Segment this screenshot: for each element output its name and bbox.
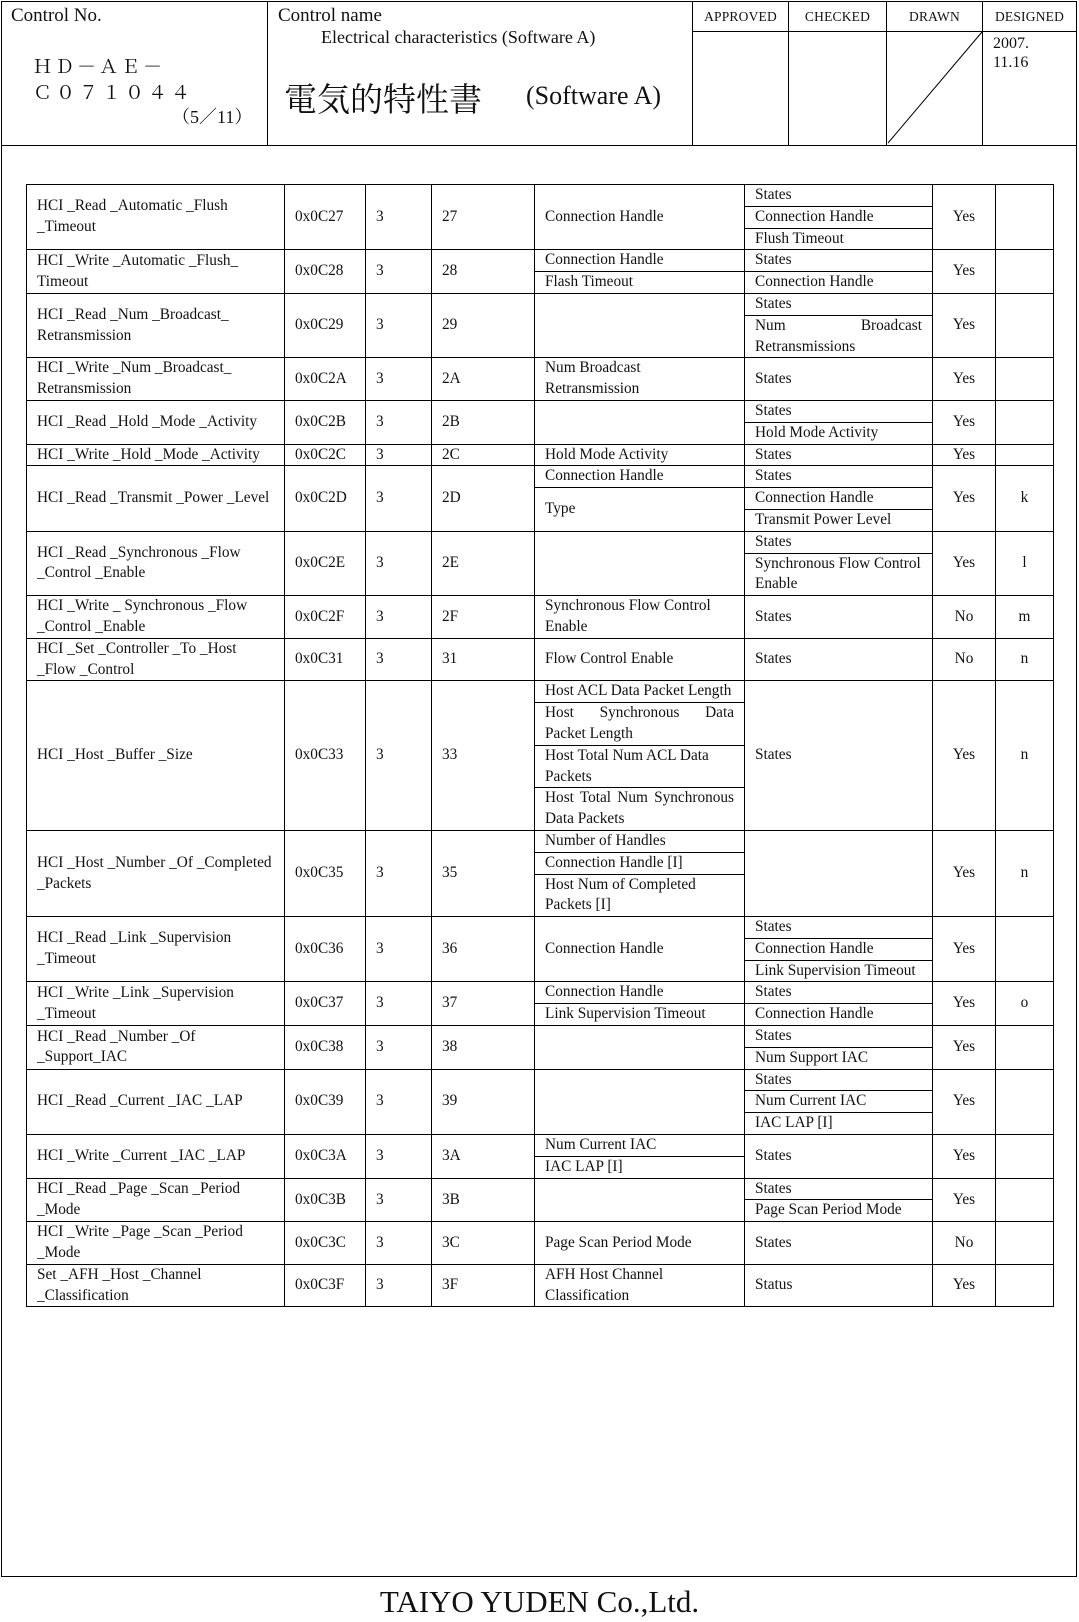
- ogf-cell: 3: [366, 1026, 432, 1070]
- parameter-cell: Connection Handle: [535, 250, 745, 272]
- command-name-cell: HCI _Read _Current _IAC _LAP: [27, 1069, 285, 1134]
- return-cell: States: [745, 596, 933, 639]
- ocf-hex-cell: 3F: [432, 1264, 535, 1307]
- designed-date-line1: 2007.: [993, 35, 1029, 52]
- table-row: [27, 1069, 1054, 1091]
- table-row: [27, 358, 1054, 401]
- control-number-label: Control No.: [11, 5, 102, 26]
- return-cell: States: [745, 917, 933, 939]
- command-name-cell: HCI _Host _Number _Of _Completed _Packets: [27, 830, 285, 916]
- table-row: [27, 1178, 1054, 1200]
- return-cell: States: [745, 531, 933, 553]
- command-name-cell: HCI _Read _Transmit _Power _Level: [27, 466, 285, 531]
- table-row: [27, 681, 1054, 703]
- parameter-cell: Host ACL Data Packet Length: [535, 681, 745, 703]
- opcode-cell: 0x0C2E: [285, 531, 366, 595]
- ogf-cell: 3: [366, 444, 432, 466]
- control-name-japanese: 電気的特性書: [284, 80, 482, 119]
- note-cell: [996, 444, 1054, 466]
- parameter-cell: AFH Host Channel Classification: [535, 1264, 745, 1307]
- note-cell: m: [996, 596, 1054, 639]
- note-cell: k: [996, 466, 1054, 531]
- return-cell: Connection Handle: [745, 1004, 933, 1026]
- note-cell: [996, 1026, 1054, 1070]
- note-cell: [996, 185, 1054, 250]
- return-cell: States: [745, 185, 933, 207]
- support-cell: Yes: [933, 466, 996, 531]
- command-name-cell: HCI _Write _Hold _Mode _Activity: [27, 444, 285, 466]
- return-cell: IAC LAP [I]: [745, 1113, 933, 1135]
- return-cell: States: [745, 638, 933, 681]
- support-cell: No: [933, 638, 996, 681]
- support-cell: Yes: [933, 1264, 996, 1307]
- note-cell: [996, 293, 1054, 357]
- table-row: [27, 982, 1054, 1004]
- parameter-cell: Connection Handle: [535, 982, 745, 1004]
- opcode-cell: 0x0C28: [285, 250, 366, 294]
- support-cell: Yes: [933, 830, 996, 916]
- ogf-cell: 3: [366, 638, 432, 681]
- ocf-hex-cell: 3B: [432, 1178, 535, 1222]
- return-cell: Page Scan Period Mode: [745, 1200, 933, 1222]
- return-cell: Connection Handle: [745, 488, 933, 510]
- table-row: [27, 1026, 1054, 1048]
- ogf-cell: 3: [366, 358, 432, 401]
- opcode-cell: 0x0C2A: [285, 358, 366, 401]
- return-cell: Connection Handle: [745, 206, 933, 228]
- ocf-hex-cell: 3A: [432, 1135, 535, 1179]
- ogf-cell: 3: [366, 250, 432, 294]
- ocf-hex-cell: 38: [432, 1026, 535, 1070]
- ocf-hex-cell: 37: [432, 982, 535, 1026]
- command-name-cell: HCI _Write _Current _IAC _LAP: [27, 1135, 285, 1179]
- support-cell: Yes: [933, 1069, 996, 1134]
- drawn-cell: [887, 2, 983, 145]
- ogf-cell: 3: [366, 1135, 432, 1179]
- return-cell: Connection Handle: [745, 938, 933, 960]
- return-cell: Connection Handle: [745, 272, 933, 294]
- return-cell: States: [745, 1026, 933, 1048]
- command-name-cell: Set _AFH _Host _Channel _Classification: [27, 1264, 285, 1307]
- opcode-cell: 0x0C2C: [285, 444, 366, 466]
- opcode-cell: 0x0C38: [285, 1026, 366, 1070]
- parameter-cell: Connection Handle: [535, 466, 745, 488]
- parameter-cell: Page Scan Period Mode: [535, 1222, 745, 1265]
- ocf-hex-cell: 2B: [432, 400, 535, 444]
- table-body: [27, 185, 1054, 1307]
- opcode-cell: 0x0C39: [285, 1069, 366, 1134]
- return-cell: Num Broadcast Retransmissions: [745, 315, 933, 358]
- return-cell: States: [745, 466, 933, 488]
- designed-date: [993, 34, 1029, 72]
- note-cell: n: [996, 681, 1054, 831]
- command-name-cell: HCI _Read _Hold _Mode _Activity: [27, 400, 285, 444]
- opcode-cell: 0x0C2B: [285, 400, 366, 444]
- table-row: [27, 293, 1054, 315]
- support-cell: Yes: [933, 1178, 996, 1222]
- command-name-cell: HCI _Host _Buffer _Size: [27, 681, 285, 831]
- ogf-cell: 3: [366, 531, 432, 595]
- control-number-line2: Ｃ０７１０４４: [33, 83, 195, 104]
- table-row: [27, 1222, 1054, 1265]
- support-cell: Yes: [933, 250, 996, 294]
- parameter-cell: Connection Handle: [535, 917, 745, 982]
- command-name-cell: HCI _Write _Link _Supervision _Timeout: [27, 982, 285, 1026]
- parameter-cell: Flash Timeout: [535, 272, 745, 294]
- note-cell: [996, 917, 1054, 982]
- note-cell: [996, 1069, 1054, 1134]
- return-cell: Synchronous Flow Control Enable: [745, 553, 933, 596]
- table-row: [27, 400, 1054, 422]
- return-cell: Hold Mode Activity: [745, 422, 933, 444]
- opcode-cell: 0x0C27: [285, 185, 366, 250]
- ocf-hex-cell: 28: [432, 250, 535, 294]
- command-name-cell: HCI _Read _Number _Of _Support_IAC: [27, 1026, 285, 1070]
- table-row: [27, 185, 1054, 207]
- parameter-cell: Synchronous Flow Control Enable: [535, 596, 745, 639]
- return-cell: States: [745, 444, 933, 466]
- table-row: [27, 444, 1054, 466]
- opcode-cell: 0x0C33: [285, 681, 366, 831]
- ocf-hex-cell: 2A: [432, 358, 535, 401]
- note-cell: o: [996, 982, 1054, 1026]
- drawn-slash-mark: [887, 31, 983, 144]
- command-name-cell: HCI _Write _Automatic _Flush_ Timeout: [27, 250, 285, 294]
- opcode-cell: 0x0C36: [285, 917, 366, 982]
- ocf-hex-cell: 36: [432, 917, 535, 982]
- designed-label: DESIGNED: [983, 2, 1076, 32]
- checked-cell: [789, 2, 887, 145]
- parameter-cell-empty: [535, 531, 745, 595]
- return-cell: Status: [745, 1264, 933, 1307]
- ocf-hex-cell: 2F: [432, 596, 535, 639]
- parameter-cell: Num Current IAC: [535, 1135, 745, 1157]
- hci-command-table: [26, 184, 1054, 1307]
- return-cell-empty: [745, 830, 933, 916]
- opcode-cell: 0x0C3B: [285, 1178, 366, 1222]
- ogf-cell: 3: [366, 466, 432, 531]
- support-cell: Yes: [933, 185, 996, 250]
- control-name-cell: [268, 2, 693, 145]
- command-name-cell: HCI _Read _Link _Supervision _Timeout: [27, 917, 285, 982]
- table-row: [27, 1264, 1054, 1307]
- support-cell: No: [933, 596, 996, 639]
- parameter-cell: Host Num of Completed Packets [I]: [535, 874, 745, 917]
- support-cell: Yes: [933, 358, 996, 401]
- support-cell: Yes: [933, 1026, 996, 1070]
- parameter-cell: Host Total Num Synchronous Data Packets: [535, 788, 745, 831]
- control-number-line1: ＨＤ－ＡＥ－: [33, 57, 166, 78]
- ocf-hex-cell: 2E: [432, 531, 535, 595]
- ocf-hex-cell: 2C: [432, 444, 535, 466]
- note-cell: [996, 400, 1054, 444]
- table-row: [27, 1135, 1054, 1157]
- support-cell: Yes: [933, 400, 996, 444]
- return-cell: States: [745, 1222, 933, 1265]
- ocf-hex-cell: 2D: [432, 466, 535, 531]
- opcode-cell: 0x0C2D: [285, 466, 366, 531]
- control-name-label: Control name: [278, 5, 382, 26]
- command-name-cell: HCI _Read _Automatic _Flush _Timeout: [27, 185, 285, 250]
- ocf-hex-cell: 29: [432, 293, 535, 357]
- table-row: [27, 830, 1054, 852]
- checked-label: CHECKED: [789, 2, 886, 32]
- return-cell: Num Current IAC: [745, 1091, 933, 1113]
- parameter-cell-empty: [535, 1178, 745, 1222]
- ocf-hex-cell: 31: [432, 638, 535, 681]
- opcode-cell: 0x0C29: [285, 293, 366, 357]
- opcode-cell: 0x0C3F: [285, 1264, 366, 1307]
- return-cell: States: [745, 1135, 933, 1179]
- ogf-cell: 3: [366, 596, 432, 639]
- note-cell: [996, 1222, 1054, 1265]
- return-cell: States: [745, 358, 933, 401]
- drawn-label: DRAWN: [887, 2, 982, 32]
- parameter-cell-empty: [535, 400, 745, 444]
- support-cell: Yes: [933, 1135, 996, 1179]
- ogf-cell: 3: [366, 1069, 432, 1134]
- support-cell: Yes: [933, 293, 996, 357]
- opcode-cell: 0x0C2F: [285, 596, 366, 639]
- ocf-hex-cell: 3C: [432, 1222, 535, 1265]
- return-cell: States: [745, 1069, 933, 1091]
- return-cell: Flush Timeout: [745, 228, 933, 250]
- return-cell: States: [745, 982, 933, 1004]
- designed-date-line2: 11.16: [993, 54, 1029, 71]
- table-row: [27, 250, 1054, 272]
- support-cell: Yes: [933, 681, 996, 831]
- table-row: [27, 531, 1054, 553]
- ocf-hex-cell: 39: [432, 1069, 535, 1134]
- parameter-cell: Link Supervision Timeout: [535, 1004, 745, 1026]
- control-number-cell: [2, 2, 268, 145]
- parameter-cell: Flow Control Enable: [535, 638, 745, 681]
- parameter-cell: Host Synchronous Data Packet Length: [535, 703, 745, 746]
- ogf-cell: 3: [366, 1178, 432, 1222]
- note-cell: [996, 1264, 1054, 1307]
- control-name-suffix: (Software A): [526, 81, 662, 110]
- opcode-cell: 0x0C37: [285, 982, 366, 1026]
- page-number: （5／11）: [172, 107, 253, 127]
- return-cell: Num Support IAC: [745, 1047, 933, 1069]
- command-name-cell: HCI _Read _Page _Scan _Period _Mode: [27, 1178, 285, 1222]
- command-name-cell: HCI _Write _Num _Broadcast_ Retransmission: [27, 358, 285, 401]
- return-cell: States: [745, 250, 933, 272]
- ocf-hex-cell: 27: [432, 185, 535, 250]
- opcode-cell: 0x0C31: [285, 638, 366, 681]
- table-row: [27, 917, 1054, 939]
- note-cell: n: [996, 638, 1054, 681]
- note-cell: l: [996, 531, 1054, 595]
- approved-label: APPROVED: [693, 2, 788, 32]
- support-cell: Yes: [933, 531, 996, 595]
- ogf-cell: 3: [366, 917, 432, 982]
- parameter-cell: Num Broadcast Retransmission: [535, 358, 745, 401]
- return-cell: Transmit Power Level: [745, 509, 933, 531]
- ogf-cell: 3: [366, 293, 432, 357]
- ogf-cell: 3: [366, 1222, 432, 1265]
- command-name-cell: HCI _Write _ Synchronous _Flow _Control _Enable: [27, 596, 285, 639]
- note-cell: n: [996, 830, 1054, 916]
- note-cell: [996, 250, 1054, 294]
- note-cell: [996, 1135, 1054, 1179]
- table-row: [27, 638, 1054, 681]
- command-name-cell: HCI _Read _Num _Broadcast_ Retransmission: [27, 293, 285, 357]
- approved-cell: [693, 2, 789, 145]
- parameter-cell: Type: [535, 488, 745, 532]
- return-cell: States: [745, 681, 933, 831]
- parameter-cell: Host Total Num ACL Data Packets: [535, 745, 745, 788]
- return-cell: Link Supervision Timeout: [745, 960, 933, 982]
- designed-cell: [983, 2, 1076, 145]
- return-cell: States: [745, 1178, 933, 1200]
- support-cell: Yes: [933, 982, 996, 1026]
- parameter-cell-empty: [535, 1069, 745, 1134]
- ogf-cell: 3: [366, 185, 432, 250]
- ocf-hex-cell: 35: [432, 830, 535, 916]
- parameter-cell: Number of Handles: [535, 830, 745, 852]
- control-name-english: Electrical characteristics (Software A): [321, 27, 596, 47]
- parameter-cell: IAC LAP [I]: [535, 1156, 745, 1178]
- return-cell: States: [745, 293, 933, 315]
- support-cell: No: [933, 1222, 996, 1265]
- note-cell: [996, 1178, 1054, 1222]
- ogf-cell: 3: [366, 681, 432, 831]
- command-name-cell: HCI _Set _Controller _To _Host _Flow _Control: [27, 638, 285, 681]
- ogf-cell: 3: [366, 1264, 432, 1307]
- parameter-cell: Connection Handle: [535, 185, 745, 250]
- opcode-cell: 0x0C3C: [285, 1222, 366, 1265]
- ogf-cell: 3: [366, 400, 432, 444]
- command-name-cell: HCI _Write _Page _Scan _Period _Mode: [27, 1222, 285, 1265]
- parameter-cell-empty: [535, 293, 745, 357]
- company-footer: TAIYO YUDEN Co.,Ltd.: [379, 1584, 700, 1619]
- return-cell: States: [745, 400, 933, 422]
- opcode-cell: 0x0C35: [285, 830, 366, 916]
- parameter-cell-empty: [535, 1026, 745, 1070]
- support-cell: Yes: [933, 444, 996, 466]
- title-block: [2, 2, 1076, 146]
- command-name-cell: HCI _Read _Synchronous _Flow _Control _Enable: [27, 531, 285, 595]
- ogf-cell: 3: [366, 830, 432, 916]
- parameter-cell: Connection Handle [I]: [535, 852, 745, 874]
- opcode-cell: 0x0C3A: [285, 1135, 366, 1179]
- note-cell: [996, 358, 1054, 401]
- ogf-cell: 3: [366, 982, 432, 1026]
- table-row: [27, 596, 1054, 639]
- parameter-cell: Hold Mode Activity: [535, 444, 745, 466]
- ocf-hex-cell: 33: [432, 681, 535, 831]
- table-row: [27, 466, 1054, 488]
- support-cell: Yes: [933, 917, 996, 982]
